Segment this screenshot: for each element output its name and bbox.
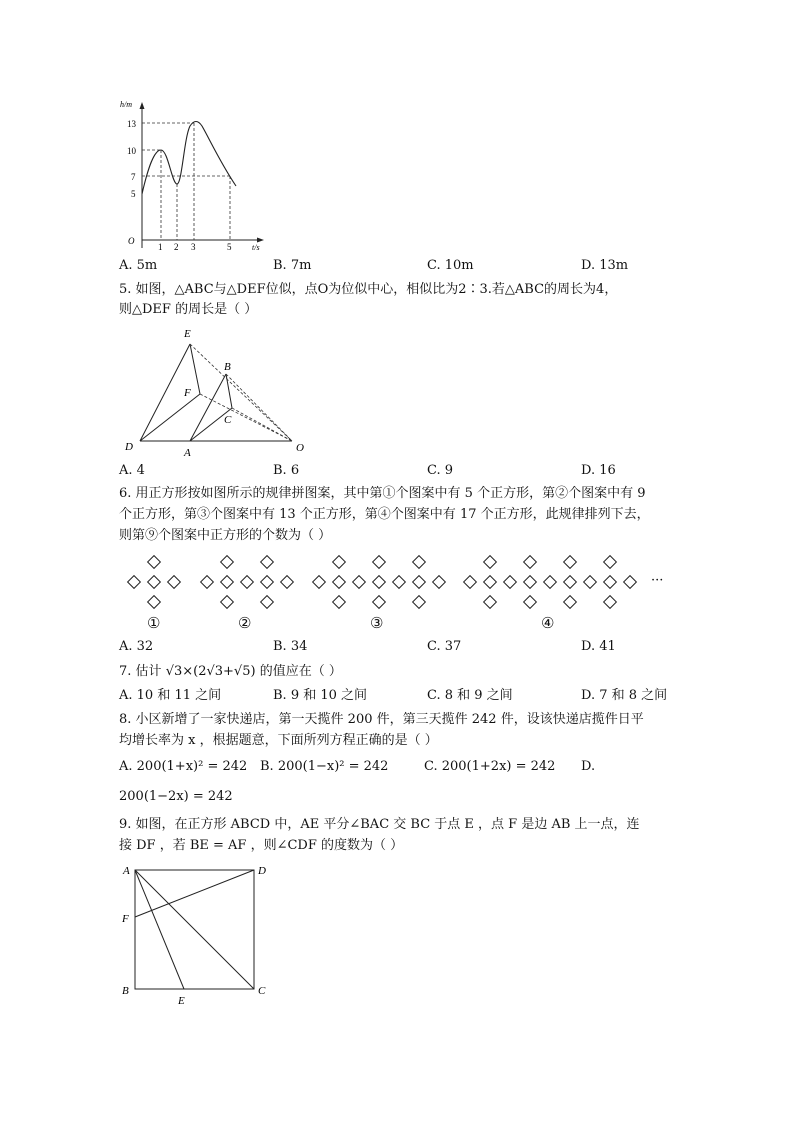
square-shape [603, 595, 617, 609]
q5-option-b[interactable]: B. 6 [273, 463, 300, 478]
q8-text-line2: 均增长率为 x ，根据题意，下面所列方程正确的是（ ） [119, 733, 438, 748]
square-shape [240, 575, 254, 589]
pattern-label-4: ④ [541, 614, 555, 632]
height-time-graph [110, 98, 270, 254]
x-tick: 5 [227, 242, 232, 252]
pattern-label-3: ③ [370, 614, 384, 632]
ellipsis: ··· [651, 573, 664, 588]
square-shape [563, 595, 577, 609]
origin-label: O [128, 236, 135, 246]
point-a-label: A [184, 447, 191, 459]
square-shape [412, 575, 426, 589]
square-shape [220, 555, 234, 569]
q6-option-c[interactable]: C. 37 [427, 639, 462, 654]
q9-text-line2: 接 DF ，若 BE = AF ，则∠CDF 的度数为（ ） [119, 838, 404, 853]
square-shape [372, 555, 386, 569]
y-axis-label: h/m [120, 100, 132, 109]
y-tick: 5 [131, 189, 136, 199]
pattern-label-2: ② [238, 614, 252, 632]
square-shape [523, 575, 537, 589]
y-tick: 7 [131, 172, 136, 182]
q6-option-d[interactable]: D. 41 [581, 639, 616, 654]
q7-suffix: 的值应在（ ） [259, 664, 342, 679]
square-shape [280, 575, 294, 589]
q5-text-line2: 则△DEF 的周长是（ ） [119, 302, 258, 317]
square-shape [603, 575, 617, 589]
q7-option-c[interactable]: C. 8 和 9 之间 [427, 688, 513, 703]
q6-text-line3: 则第⑨个图案中正方形的个数为（ ） [119, 528, 332, 543]
x-axis-label: t/s [252, 243, 260, 252]
q8-option-c[interactable]: C. 200(1+2x) = 242 [424, 759, 556, 774]
square-shape [372, 575, 386, 589]
point-f-label: F [122, 913, 129, 925]
point-c-label: C [258, 985, 266, 997]
square-shape [463, 575, 477, 589]
square-shape [523, 595, 537, 609]
point-d-label: D [258, 865, 266, 877]
square-shape [483, 555, 497, 569]
q5-text-line1: 5. 如图，△ABC与△DEF位似，点O为位似中心，相似比为2∶3.若△ABC的周长为4， [119, 282, 618, 297]
square-shape [412, 555, 426, 569]
square-shape [392, 575, 406, 589]
square-shape [127, 575, 141, 589]
x-tick: 3 [191, 242, 196, 252]
square-shape [483, 595, 497, 609]
y-tick: 10 [127, 146, 136, 156]
square-shape [220, 575, 234, 589]
q8-option-d[interactable]: D. [581, 759, 596, 774]
square-shape [412, 595, 426, 609]
q7-text [119, 663, 342, 681]
q7-option-b[interactable]: B. 9 和 10 之间 [273, 688, 368, 703]
point-b-label: B [122, 985, 129, 997]
square-shape [260, 575, 274, 589]
q4-option-b[interactable]: B. 7m [273, 258, 312, 273]
square-shape [503, 575, 517, 589]
square-shape [563, 555, 577, 569]
square-shape [260, 555, 274, 569]
x-tick: 2 [174, 242, 179, 252]
q7-expression: √3×(2√3+√5) [165, 664, 256, 679]
square-shape [332, 555, 346, 569]
square-shape [147, 595, 161, 609]
square-shape [583, 575, 597, 589]
point-e-label: E [178, 995, 185, 1007]
q8-option-b[interactable]: B. 200(1−x)² = 242 [260, 759, 389, 774]
q8-option-a[interactable]: A. 200(1+x)² = 242 [119, 759, 248, 774]
y-tick: 13 [127, 119, 136, 129]
square-shape [523, 555, 537, 569]
q9-text-line1: 9. 如图，在正方形 ABCD 中，AE 平分∠BAC 交 BC 于点 E ，点 F 是边 AB 上一点，连 [119, 817, 640, 832]
q5-option-d[interactable]: D. 16 [581, 463, 616, 478]
q4-option-d[interactable]: D. 13m [581, 258, 629, 273]
similar-triangles-figure [120, 322, 320, 462]
square-shape [563, 575, 577, 589]
square-shape [147, 575, 161, 589]
q7-option-d[interactable]: D. 7 和 8 之间 [581, 688, 668, 703]
square-shape [432, 575, 446, 589]
point-f-label: F [184, 387, 191, 399]
square-shape [543, 575, 557, 589]
x-tick: 1 [158, 242, 163, 252]
square-shape [200, 575, 214, 589]
pattern-label-1: ① [147, 614, 161, 632]
point-d-label: D [125, 441, 133, 453]
point-c-label: C [224, 414, 232, 426]
q7-prefix: 7. 估计 [119, 664, 162, 679]
square-shape [147, 555, 161, 569]
square-shape [332, 595, 346, 609]
q6-option-a[interactable]: A. 32 [119, 639, 154, 654]
square-shape [220, 595, 234, 609]
q4-option-c[interactable]: C. 10m [427, 258, 474, 273]
square-shape [623, 575, 637, 589]
square-shape [260, 595, 274, 609]
square-abcd-figure [118, 860, 278, 1010]
q5-option-a[interactable]: A. 4 [119, 463, 145, 478]
q6-option-b[interactable]: B. 34 [273, 639, 308, 654]
square-shape [483, 575, 497, 589]
q6-text-line1: 6. 用正方形按如图所示的规律拼图案，其中第①个图案中有 5 个正方形，第②个图案中有 9 [119, 486, 646, 501]
q8-option-d-expression: 200(1−2x) = 242 [119, 789, 233, 804]
q7-option-a[interactable]: A. 10 和 11 之间 [119, 688, 222, 703]
square-shape [167, 575, 181, 589]
point-e-label: E [184, 328, 191, 340]
square-shape [332, 575, 346, 589]
q5-option-c[interactable]: C. 9 [427, 463, 454, 478]
square-shape [312, 575, 326, 589]
square-shape [352, 575, 366, 589]
q8-text-line1: 8. 小区新增了一家快递店，第一天揽件 200 件，第三天揽件 242 件，设该快递店揽件日平 [119, 712, 644, 727]
square-shape [603, 555, 617, 569]
q6-text-line2: 个正方形，第③个图案中有 13 个正方形，第④个图案中有 17 个正方形，此规律排列下去， [119, 507, 650, 522]
point-a-label: A [123, 865, 130, 877]
point-b-label: B [224, 361, 231, 373]
q4-option-a[interactable]: A. 5m [119, 258, 158, 273]
square-shape [372, 595, 386, 609]
point-o-label: O [296, 442, 304, 454]
